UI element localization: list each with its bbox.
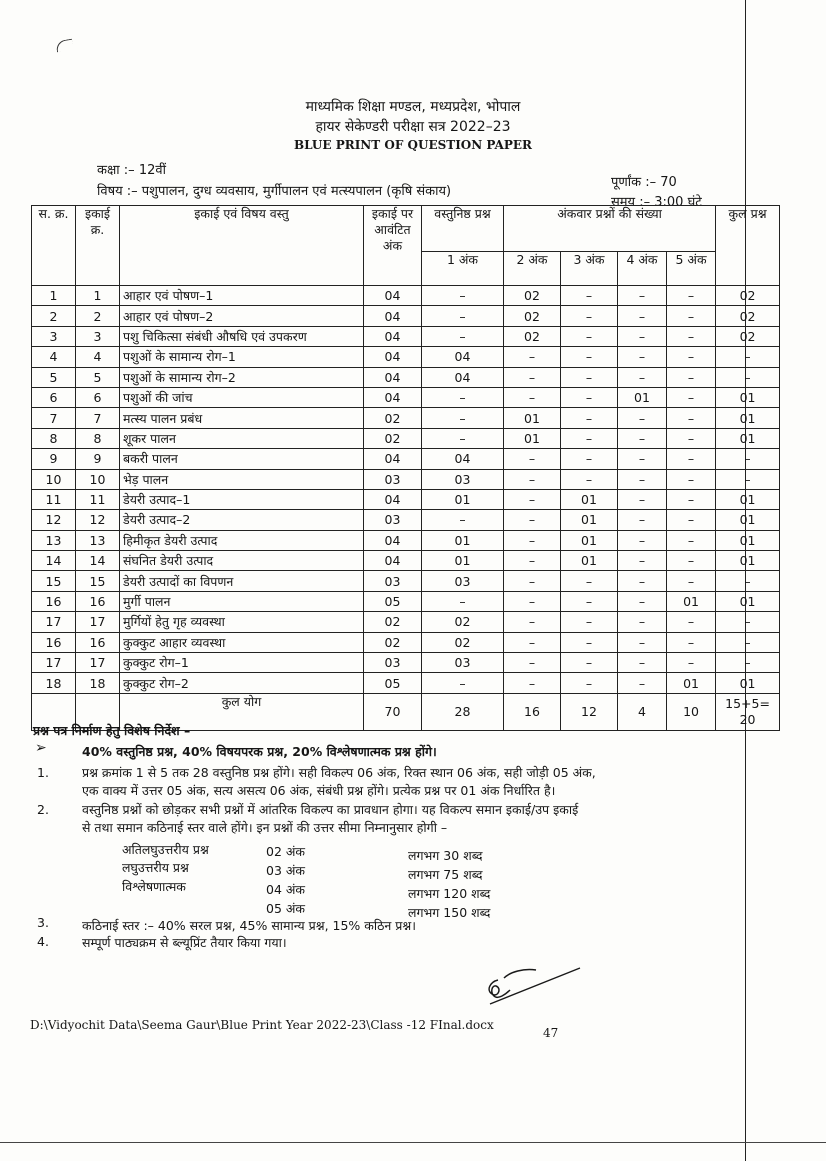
- row-sno: 17: [32, 653, 76, 673]
- totals-marks: 70: [364, 693, 422, 730]
- table-row: [32, 286, 780, 306]
- instruction-4-text: सम्पूर्ण पाठ्यक्रम से ब्ल्यूप्रिंट तैयार किया गया।: [82, 935, 287, 950]
- table-row: [32, 306, 780, 326]
- limit-marks-2: 03 अंक: [266, 863, 306, 878]
- row-1mark: 01: [422, 551, 504, 571]
- table-row: [32, 347, 780, 367]
- totals-m5: 10: [667, 693, 716, 730]
- row-5mark: –: [667, 469, 716, 489]
- row-5mark: –: [667, 530, 716, 550]
- row-total: 02: [716, 306, 780, 326]
- row-4mark: –: [618, 469, 667, 489]
- table-row: [32, 449, 780, 469]
- row-unit: 1: [76, 286, 120, 306]
- limit-words-2: लगभग 75 शब्द: [408, 867, 483, 882]
- row-1mark: –: [422, 286, 504, 306]
- row-4mark: –: [618, 632, 667, 652]
- page-number: 47: [543, 1026, 559, 1040]
- row-4mark: 01: [618, 387, 667, 407]
- row-3mark: 01: [561, 510, 618, 530]
- row-3mark: –: [561, 428, 618, 448]
- table-row: [32, 571, 780, 591]
- row-4mark: –: [618, 612, 667, 632]
- instruction-2-number: 2.: [37, 802, 49, 817]
- row-unit: 10: [76, 469, 120, 489]
- instruction-1-line-b: एक वाक्य में उत्तर 05 अंक, सत्य असत्य 06 अंक, संबंधी प्रश्न होंगे। प्रत्येक प्रश्न पर 01 अंक निर्धारित है।: [82, 783, 556, 798]
- row-marks: 03: [364, 469, 422, 489]
- col-1mark-header: 1 अंक: [422, 252, 504, 286]
- row-total: 01: [716, 428, 780, 448]
- row-marks: 02: [364, 408, 422, 428]
- limit-type-2: लघुउत्तरीय प्रश्न: [122, 860, 189, 875]
- row-content: मत्स्य पालन प्रबंध: [120, 408, 364, 428]
- row-total: 01: [716, 673, 780, 693]
- row-marks: 04: [364, 449, 422, 469]
- row-3mark: 01: [561, 489, 618, 509]
- totals-m2: 16: [504, 693, 561, 730]
- row-1mark: 04: [422, 449, 504, 469]
- row-4mark: –: [618, 408, 667, 428]
- row-unit: 15: [76, 571, 120, 591]
- row-content: पशुओं के सामान्य रोग–2: [120, 367, 364, 387]
- scan-bottom-line: [0, 1142, 826, 1143]
- col-4mark-header: 4 अंक: [618, 252, 667, 286]
- row-content: डेयरी उत्पाद–2: [120, 510, 364, 530]
- row-5mark: –: [667, 551, 716, 571]
- table-row: [32, 673, 780, 693]
- row-unit: 7: [76, 408, 120, 428]
- row-4mark: –: [618, 347, 667, 367]
- limit-type-1: अतिलघुउत्तरीय प्रश्न: [122, 842, 209, 857]
- totals-label: कुल योग: [120, 693, 364, 730]
- row-marks: 04: [364, 387, 422, 407]
- row-1mark: –: [422, 306, 504, 326]
- blueprint-table: [31, 205, 780, 731]
- row-marks: 04: [364, 326, 422, 346]
- row-total: –: [716, 612, 780, 632]
- table-row: [32, 387, 780, 407]
- row-1mark: –: [422, 510, 504, 530]
- row-5mark: –: [667, 286, 716, 306]
- row-sno: 18: [32, 673, 76, 693]
- row-content: पशुओं के सामान्य रोग–1: [120, 347, 364, 367]
- row-1mark: 03: [422, 571, 504, 591]
- bullet-arrow-icon: ➢: [35, 740, 47, 756]
- row-unit: 17: [76, 653, 120, 673]
- row-2mark: –: [504, 612, 561, 632]
- row-content: कुक्कुट आहार व्यवस्था: [120, 632, 364, 652]
- row-total: –: [716, 632, 780, 652]
- row-unit: 11: [76, 489, 120, 509]
- table-row: [32, 612, 780, 632]
- row-1mark: –: [422, 387, 504, 407]
- row-total: –: [716, 347, 780, 367]
- table-row: [32, 469, 780, 489]
- totals-m4: 4: [618, 693, 667, 730]
- row-unit: 3: [76, 326, 120, 346]
- table-row: [32, 591, 780, 611]
- row-unit: 8: [76, 428, 120, 448]
- row-5mark: –: [667, 306, 716, 326]
- row-1mark: 01: [422, 489, 504, 509]
- row-1mark: 04: [422, 347, 504, 367]
- row-2mark: –: [504, 489, 561, 509]
- instruction-bullet: 40% वस्तुनिष्ठ प्रश्न, 40% विषयपरक प्रश्न, 20% विश्लेषणात्मक प्रश्न होंगे।: [82, 744, 437, 759]
- row-4mark: –: [618, 551, 667, 571]
- limit-marks-1: 02 अंक: [266, 844, 306, 859]
- row-4mark: –: [618, 530, 667, 550]
- row-unit: 13: [76, 530, 120, 550]
- max-marks: पूर्णांक :– 70: [611, 175, 677, 190]
- document-title: BLUE PRINT OF QUESTION PAPER: [293, 138, 533, 152]
- row-4mark: –: [618, 510, 667, 530]
- row-sno: 14: [32, 551, 76, 571]
- row-sno: 1: [32, 286, 76, 306]
- row-marks: 04: [364, 489, 422, 509]
- row-4mark: –: [618, 306, 667, 326]
- row-content: पशु चिकित्सा संबंधी औषधि एवं उपकरण: [120, 326, 364, 346]
- row-content: बकरी पालन: [120, 449, 364, 469]
- table-row: [32, 489, 780, 509]
- row-3mark: –: [561, 612, 618, 632]
- row-5mark: –: [667, 653, 716, 673]
- row-sno: 12: [32, 510, 76, 530]
- row-total: 02: [716, 286, 780, 306]
- limit-words-4: लगभग 150 शब्द: [408, 905, 491, 920]
- row-1mark: 01: [422, 530, 504, 550]
- row-sno: 10: [32, 469, 76, 489]
- row-unit: 6: [76, 387, 120, 407]
- row-3mark: –: [561, 306, 618, 326]
- row-marks: 04: [364, 367, 422, 387]
- row-5mark: –: [667, 632, 716, 652]
- row-marks: 02: [364, 612, 422, 632]
- row-marks: 02: [364, 632, 422, 652]
- instruction-1-line-a: प्रश्न क्रमांक 1 से 5 तक 28 वस्तुनिष्ठ प्रश्न होंगे। सही विकल्प 06 अंक, रिक्त स्थान 06 अंक, सही जोड़ी 05 अंक,: [82, 765, 596, 780]
- instruction-3-text: कठिनाई स्तर :– 40% सरल प्रश्न, 45% सामान्य प्रश्न, 15% कठिन प्रश्न।: [82, 918, 416, 933]
- row-4mark: –: [618, 449, 667, 469]
- row-2mark: –: [504, 591, 561, 611]
- row-3mark: –: [561, 653, 618, 673]
- row-unit: 2: [76, 306, 120, 326]
- row-1mark: –: [422, 326, 504, 346]
- row-marks: 04: [364, 306, 422, 326]
- row-4mark: –: [618, 653, 667, 673]
- row-content: भेड़ पालन: [120, 469, 364, 489]
- signature: [480, 962, 590, 1012]
- row-total: 01: [716, 591, 780, 611]
- table-row: [32, 326, 780, 346]
- row-unit: 4: [76, 347, 120, 367]
- row-marks: 04: [364, 347, 422, 367]
- row-content: संघनित डेयरी उत्पाद: [120, 551, 364, 571]
- row-2mark: 01: [504, 428, 561, 448]
- row-unit: 16: [76, 632, 120, 652]
- row-1mark: 02: [422, 612, 504, 632]
- table-row: [32, 510, 780, 530]
- row-5mark: –: [667, 408, 716, 428]
- row-4mark: –: [618, 326, 667, 346]
- table-row: [32, 428, 780, 448]
- row-content: पशुओं की जांच: [120, 387, 364, 407]
- col-total-header: कुल प्रश्न: [716, 206, 780, 286]
- row-5mark: 01: [667, 591, 716, 611]
- row-3mark: 01: [561, 530, 618, 550]
- col-3mark-header: 3 अंक: [561, 252, 618, 286]
- row-unit: 12: [76, 510, 120, 530]
- row-5mark: –: [667, 489, 716, 509]
- row-2mark: 01: [504, 408, 561, 428]
- row-sno: 2: [32, 306, 76, 326]
- row-total: –: [716, 653, 780, 673]
- row-total: 01: [716, 387, 780, 407]
- row-total: 01: [716, 489, 780, 509]
- row-content: हिमीकृत डेयरी उत्पाद: [120, 530, 364, 550]
- row-sno: 3: [32, 326, 76, 346]
- row-unit: 17: [76, 612, 120, 632]
- row-2mark: –: [504, 387, 561, 407]
- row-3mark: –: [561, 408, 618, 428]
- row-2mark: –: [504, 449, 561, 469]
- row-content: कुक्कुट रोग–2: [120, 673, 364, 693]
- row-marks: 04: [364, 286, 422, 306]
- row-content: शूकर पालन: [120, 428, 364, 448]
- row-content: डेयरी उत्पादों का विपणन: [120, 571, 364, 591]
- row-total: 01: [716, 510, 780, 530]
- totals-total: 15+5= 20: [716, 693, 780, 730]
- row-1mark: –: [422, 591, 504, 611]
- row-5mark: –: [667, 571, 716, 591]
- row-content: मुर्गियों हेतु गृह व्यवस्था: [120, 612, 364, 632]
- class-label: कक्षा :– 12वीं: [97, 163, 166, 178]
- row-2mark: –: [504, 530, 561, 550]
- col-sno-header: स. क्र.: [32, 206, 76, 286]
- row-marks: 03: [364, 653, 422, 673]
- row-sno: 16: [32, 591, 76, 611]
- row-5mark: –: [667, 347, 716, 367]
- subject-label: विषय :– पशुपालन, दुग्ध व्यवसाय, मुर्गीपालन एवं मत्स्यपालन (कृषि संकाय): [97, 184, 452, 199]
- file-path: D:\Vidyochit Data\Seema Gaur\Blue Print Year 2022-23\Class -12 FInal.docx: [30, 1018, 494, 1032]
- row-content: कुक्कुट रोग–1: [120, 653, 364, 673]
- row-content: मुर्गी पालन: [120, 591, 364, 611]
- row-total: –: [716, 449, 780, 469]
- row-total: –: [716, 367, 780, 387]
- row-4mark: –: [618, 591, 667, 611]
- row-total: –: [716, 571, 780, 591]
- row-sno: 17: [32, 612, 76, 632]
- row-5mark: –: [667, 387, 716, 407]
- col-markwise-header: अंकवार प्रश्नों की संख्या: [504, 206, 716, 252]
- limit-marks-4: 05 अंक: [266, 901, 306, 916]
- row-1mark: –: [422, 428, 504, 448]
- row-3mark: –: [561, 449, 618, 469]
- table-row: [32, 408, 780, 428]
- row-total: –: [716, 469, 780, 489]
- row-5mark: 01: [667, 673, 716, 693]
- row-marks: 04: [364, 551, 422, 571]
- row-1mark: 04: [422, 367, 504, 387]
- row-sno: 11: [32, 489, 76, 509]
- totals-m1: 28: [422, 693, 504, 730]
- row-1mark: 02: [422, 632, 504, 652]
- row-3mark: –: [561, 591, 618, 611]
- row-3mark: –: [561, 326, 618, 346]
- row-4mark: –: [618, 367, 667, 387]
- row-5mark: –: [667, 612, 716, 632]
- row-4mark: –: [618, 428, 667, 448]
- row-marks: 04: [364, 530, 422, 550]
- row-3mark: –: [561, 571, 618, 591]
- row-marks: 02: [364, 428, 422, 448]
- row-2mark: –: [504, 571, 561, 591]
- table-row: [32, 551, 780, 571]
- row-sno: 5: [32, 367, 76, 387]
- row-marks: 05: [364, 673, 422, 693]
- instruction-4-number: 4.: [37, 934, 49, 949]
- row-5mark: –: [667, 326, 716, 346]
- row-4mark: –: [618, 489, 667, 509]
- row-content: आहार एवं पोषण–2: [120, 306, 364, 326]
- row-total: 01: [716, 551, 780, 571]
- row-sno: 15: [32, 571, 76, 591]
- table-row: [32, 367, 780, 387]
- col-content-header: इकाई एवं विषय वस्तु: [120, 206, 364, 286]
- row-3mark: 01: [561, 551, 618, 571]
- row-4mark: –: [618, 571, 667, 591]
- row-content: डेयरी उत्पाद–1: [120, 489, 364, 509]
- row-sno: 13: [32, 530, 76, 550]
- row-content: आहार एवं पोषण–1: [120, 286, 364, 306]
- instruction-2-line-b: से तथा समान कठिनाई स्तर वाले होंगे। इन प्रश्नों की उत्तर सीमा निम्नानुसार होगी –: [82, 820, 448, 835]
- row-1mark: 03: [422, 469, 504, 489]
- row-2mark: 02: [504, 286, 561, 306]
- row-unit: 16: [76, 591, 120, 611]
- table-row: [32, 530, 780, 550]
- limit-type-3: विश्लेषणात्मक: [122, 879, 186, 894]
- row-marks: 03: [364, 510, 422, 530]
- row-unit: 9: [76, 449, 120, 469]
- exam-session: हायर सेकेण्डरी परीक्षा सत्र 2022–23: [315, 119, 511, 135]
- row-total: 02: [716, 326, 780, 346]
- row-5mark: –: [667, 449, 716, 469]
- instruction-1-number: 1.: [37, 765, 49, 780]
- row-3mark: –: [561, 673, 618, 693]
- board-name: माध्यमिक शिक्षा मण्डल, मध्यप्रदेश, भोपाल: [305, 99, 521, 115]
- col-2mark-header: 2 अंक: [504, 252, 561, 286]
- row-3mark: –: [561, 347, 618, 367]
- row-5mark: –: [667, 510, 716, 530]
- row-3mark: –: [561, 286, 618, 306]
- row-sno: 4: [32, 347, 76, 367]
- row-unit: 14: [76, 551, 120, 571]
- instruction-2-line-a: वस्तुनिष्ठ प्रश्नों को छोड़कर सभी प्रश्नों में आंतरिक विकल्प का प्रावधान होगा। यह विकल्प समान इकाई/उप इकाई: [82, 802, 579, 817]
- row-2mark: 02: [504, 306, 561, 326]
- row-sno: 16: [32, 632, 76, 652]
- limit-words-1: लगभग 30 शब्द: [408, 848, 483, 863]
- row-1mark: –: [422, 408, 504, 428]
- totals-m3: 12: [561, 693, 618, 730]
- row-unit: 5: [76, 367, 120, 387]
- col-allotted-header: इकाई पर आवंटित अंक: [364, 206, 422, 286]
- row-2mark: –: [504, 469, 561, 489]
- row-2mark: –: [504, 673, 561, 693]
- row-2mark: –: [504, 510, 561, 530]
- row-unit: 18: [76, 673, 120, 693]
- row-2mark: –: [504, 551, 561, 571]
- row-5mark: –: [667, 428, 716, 448]
- corner-mark: [55, 39, 74, 53]
- row-2mark: –: [504, 367, 561, 387]
- row-2mark: –: [504, 347, 561, 367]
- row-3mark: –: [561, 367, 618, 387]
- row-1mark: 03: [422, 653, 504, 673]
- row-4mark: –: [618, 673, 667, 693]
- table-row: [32, 632, 780, 652]
- limit-words-3: लगभग 120 शब्द: [408, 886, 491, 901]
- instruction-3-number: 3.: [37, 915, 49, 930]
- table-row: [32, 653, 780, 673]
- row-sno: 9: [32, 449, 76, 469]
- row-sno: 8: [32, 428, 76, 448]
- row-4mark: –: [618, 286, 667, 306]
- row-marks: 05: [364, 591, 422, 611]
- limit-marks-3: 04 अंक: [266, 882, 306, 897]
- row-2mark: –: [504, 653, 561, 673]
- col-unit-header: इकाई क्र.: [76, 206, 120, 286]
- exam-time: समय :– 3:00 घंटे: [611, 195, 702, 210]
- row-1mark: –: [422, 673, 504, 693]
- col-5mark-header: 5 अंक: [667, 252, 716, 286]
- row-2mark: –: [504, 632, 561, 652]
- instructions-heading: प्रश्न पत्र निर्माण हेतु विशेष निर्देश –: [33, 723, 191, 738]
- row-5mark: –: [667, 367, 716, 387]
- row-marks: 03: [364, 571, 422, 591]
- row-total: 01: [716, 530, 780, 550]
- row-total: 01: [716, 408, 780, 428]
- row-3mark: –: [561, 469, 618, 489]
- row-3mark: –: [561, 632, 618, 652]
- row-sno: 6: [32, 387, 76, 407]
- row-sno: 7: [32, 408, 76, 428]
- row-2mark: 02: [504, 326, 561, 346]
- row-3mark: –: [561, 387, 618, 407]
- col-objective-header: वस्तुनिष्ठ प्रश्न: [422, 206, 504, 252]
